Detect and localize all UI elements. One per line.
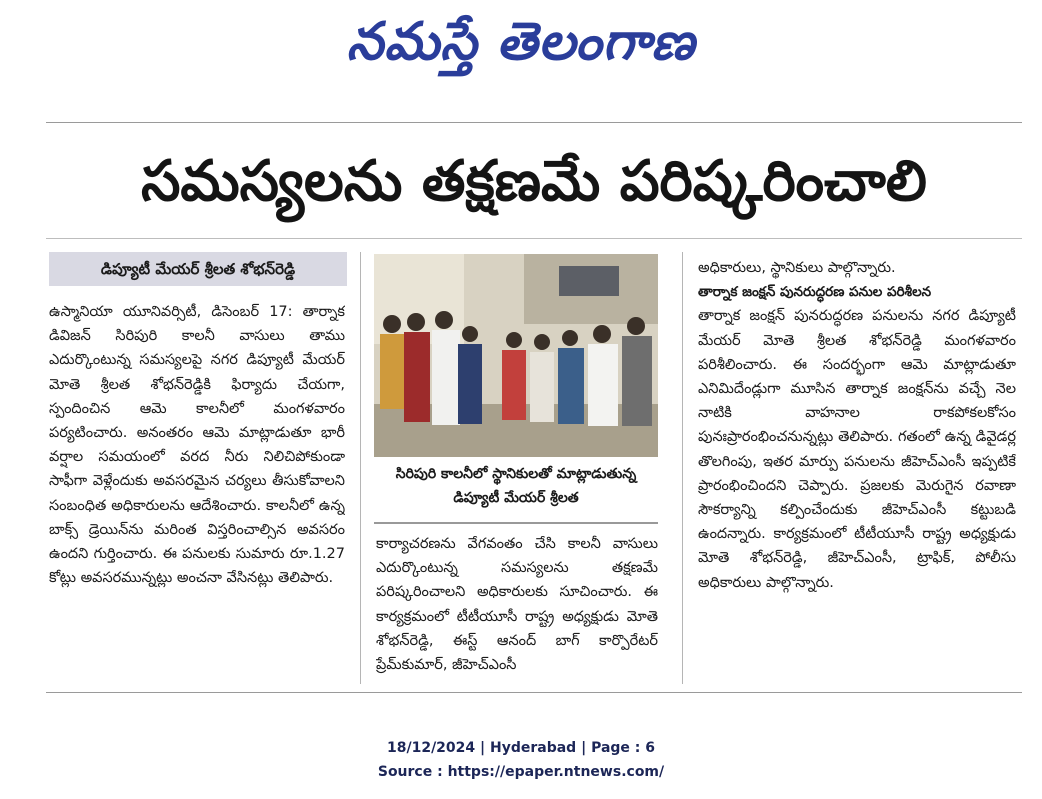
footer-date-line: 18/12/2024 | Hyderabad | Page : 6 [386,740,656,756]
photo-caption: సిరిపురి కాలనీలో స్థానికులతో మాట్లాడుతున్న డిప్యూటీ మేయర్ శ్రీలత [395,466,637,506]
column-divider-right [682,252,683,684]
left-column [49,300,345,685]
top-divider [46,122,1022,123]
caption-divider [374,522,658,524]
right-column-text: తార్నాక జంక్షన్ పునరుద్ధరణ పనులను నగర డిప్యూటీ మేయర్ మోతె శ్రీలత శోభన్‌రెడ్డి మంగళవారం పరిశీలించారు. ఈ సందర్భంగా ఆమె మాట్లాడుతూ ఎనిమిదేండ్లుగా మూసిన తార్నాక జంక్షన్‌ను వచ్చే నెల నాటికి వాహనాల రాకపోకలకోసం పునఃప్రారంభించనున్నట్లు తెలిపారు. గతంలో ఉన్న డివైడర్ల తొలగింపు, ఇతర మార్పు పనులను జీహెచ్‌ఎంసీ ఇప్పటికే ప్రారంభించిందని చెప్పారు. ప్రజలకు మెరుగైన రవాణా సౌకర్యాన్ని కల్పించేందుకు జీహెచ్‌ఎంసీ కట్టుబడి ఉందన్నారు. కార్యక్రమంలో టీటీయూసీ రాష్ట్ర అధ్యక్షుడు మోతె శోభన్‌రెడ్డి, జీహెచ్‌ఎంసీ, ట్రాఫిక్, పోలీసు అధికారులు పాల్గొన్నారు. [698,308,1016,591]
middle-column [376,532,658,692]
article-subhead: డిప్యూటీ మేయర్ శ్రీలత శోభన్‌రెడ్డి [49,252,347,286]
right-column [698,256,1016,686]
left-column-text: ఉస్మానియా యూనివర్సిటీ, డిసెంబర్ 17: తార్నాక డివిజన్ సిరిపురి కాలనీ వాసులు తాము ఎదుర్కొంటున్న సమస్యలపై నగర డిప్యూటీ మేయర్ మోతె శ్రీలత శోభన్‌రెడ్డికి ఫిర్యాదు చేయగా, స్పందించిన ఆమె కాలనీలో మంగళవారం పర్యటించారు. అనంతరం ఆమె మాట్లాడుతూ భారీ వర్షాల సమయంలో వరద నీరు నిలిచిపోకుండా సాఫీగా వెళ్లేందుకు అవసరమైన చర్యలు తీసుకోవాలని సంబంధిత అధికారులను ఆదేశించారు. కాలనీలో ఉన్న బాక్స్ డ్రెయిన్‌ను మరింత విస్తరించాల్సిన అవసరం ఉందని గుర్తించారు. ఈ పనులకు సుమారు రూ.1.27 కోట్లు అవసరమున్నట్లు అంచనా వేసినట్లు తెలిపారు. [49,304,345,587]
middle-column-text: కార్యాచరణను వేగవంతం చేసి కాలనీ వాసులు ఎదుర్కొంటున్న సమస్యలను తక్షణమే పరిష్కరించాలని అధికారులకు సూచించారు. ఈ కార్యక్రమంలో టీటీయూసీ రాష్ట్ర అధ్యక్షుడు మోతె శోభన్‌రెడ్డి, ఈస్ట్ ఆనంద్ బాగ్ కార్పొరేటర్ ప్రేమ్‌కుమార్, జీహెచ్‌ఎంసీ [376,536,658,674]
footer-source-line: Source : https://epaper.ntnews.com/ [377,764,665,780]
headline-divider [46,238,1022,239]
article-headline: సమస్యలను తక్షణమే పరిష్కరించాలి [141,149,927,214]
right-column-subheading: తార్నాక జంక్షన్ పునరుద్ధరణ పనుల పరిశీలన [698,284,932,301]
masthead-logo: నమస్తే తెలంగాణ [346,12,696,72]
right-column-intro: అధికారులు, స్థానికులు పాల్గొన్నారు. [698,260,896,276]
news-photo-image [374,254,658,457]
bottom-divider [46,692,1022,693]
page-footer [0,736,1042,784]
column-divider-left [360,252,361,684]
news-photo [374,254,658,457]
